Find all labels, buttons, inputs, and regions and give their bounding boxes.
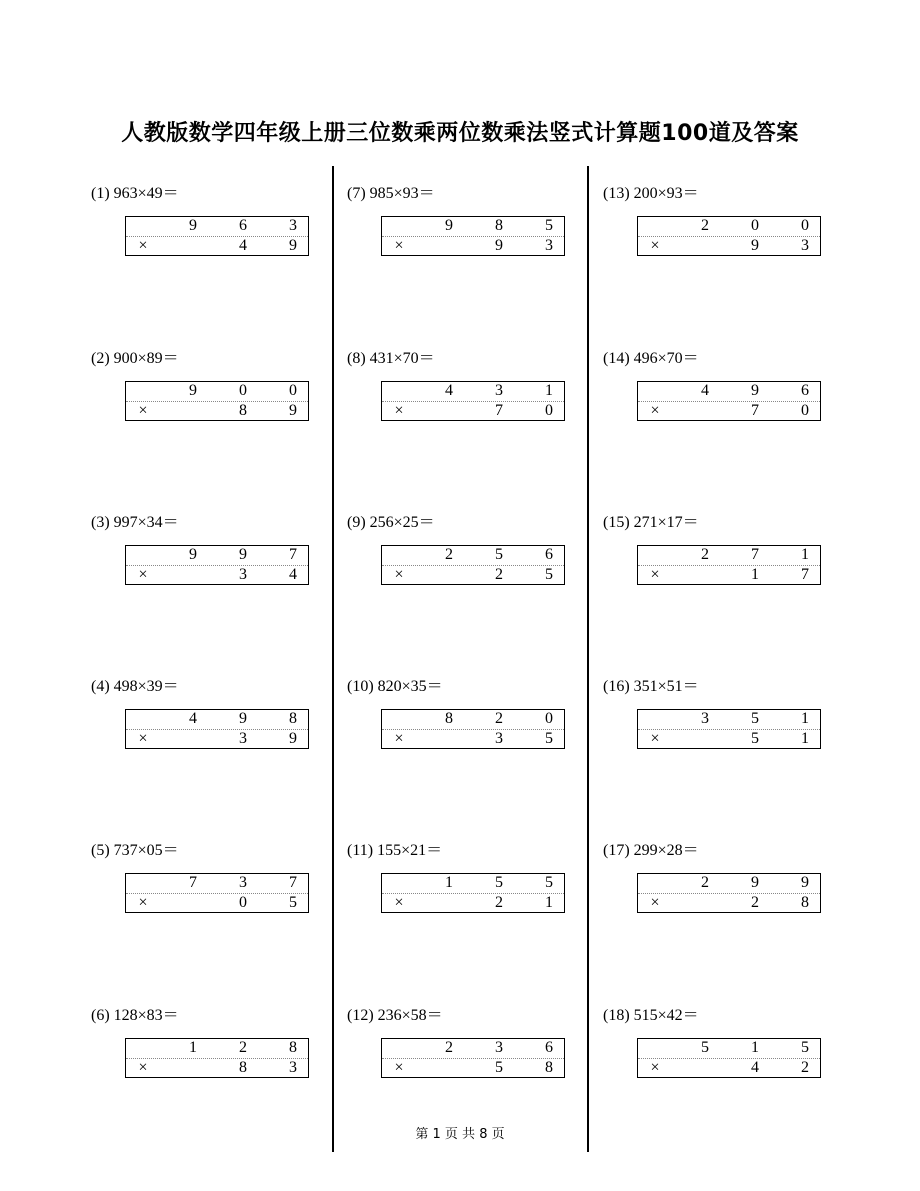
row-separator (638, 729, 820, 730)
multiplicand-digit: 9 (189, 217, 197, 234)
multiplicand-digit: 2 (701, 217, 709, 234)
row-separator (638, 401, 820, 402)
vertical-calculation-box (125, 709, 309, 749)
row-separator (382, 236, 564, 237)
times-sign: × (394, 237, 404, 254)
problem-label: (1) 963×49＝ (91, 185, 179, 202)
multiplicand-digit: 2 (445, 1039, 453, 1056)
row-separator (126, 1058, 308, 1059)
vertical-calculation-box (637, 873, 821, 913)
problem-label: (10) 820×35＝ (347, 678, 443, 695)
vertical-calculation-box (637, 1038, 821, 1078)
times-sign: × (394, 730, 404, 747)
multiplicand-digit: 8 (495, 217, 503, 234)
multiplicand-digit: 1 (189, 1039, 197, 1056)
times-sign: × (138, 402, 148, 419)
times-sign: × (650, 402, 660, 419)
problem-9 (347, 509, 587, 599)
multiplier-digit: 9 (751, 237, 759, 254)
problem-16 (603, 673, 843, 763)
multiplier-digit: 3 (495, 730, 503, 747)
multiplier-digit: 5 (495, 1059, 503, 1076)
vertical-calculation-box (381, 709, 565, 749)
row-separator (126, 401, 308, 402)
row-separator (382, 565, 564, 566)
problem-label: (7) 985×93＝ (347, 185, 435, 202)
problem-label: (13) 200×93＝ (603, 185, 699, 202)
multiplicand-digit: 3 (701, 710, 709, 727)
multiplier-digit: 2 (751, 894, 759, 911)
multiplicand-digit: 2 (445, 546, 453, 563)
multiplier-digit: 7 (495, 402, 503, 419)
times-sign: × (394, 566, 404, 583)
times-sign: × (394, 402, 404, 419)
multiplicand-digit: 5 (495, 546, 503, 563)
multiplicand-digit: 9 (801, 874, 809, 891)
multiplier-digit: 8 (239, 402, 247, 419)
multiplier-digit: 2 (495, 566, 503, 583)
problem-label: (5) 737×05＝ (91, 842, 179, 859)
multiplicand-digit: 1 (545, 382, 553, 399)
problem-label: (2) 900×89＝ (91, 350, 179, 367)
times-sign: × (138, 730, 148, 747)
multiplicand-digit: 1 (801, 710, 809, 727)
problem-7 (347, 180, 587, 270)
problem-13 (603, 180, 843, 270)
times-sign: × (650, 237, 660, 254)
row-separator (638, 236, 820, 237)
row-separator (382, 893, 564, 894)
multiplier-digit: 5 (545, 566, 553, 583)
multiplier-digit: 0 (239, 894, 247, 911)
multiplicand-digit: 9 (189, 546, 197, 563)
multiplicand-digit: 6 (545, 1039, 553, 1056)
times-sign: × (394, 894, 404, 911)
problem-14 (603, 345, 843, 435)
multiplier-digit: 9 (495, 237, 503, 254)
multiplicand-digit: 6 (801, 382, 809, 399)
vertical-calculation-box (381, 216, 565, 256)
vertical-calculation-box (637, 709, 821, 749)
vertical-calculation-box (637, 545, 821, 585)
multiplier-digit: 3 (545, 237, 553, 254)
row-separator (382, 1058, 564, 1059)
problem-18 (603, 1002, 843, 1092)
multiplicand-digit: 5 (545, 217, 553, 234)
multiplicand-digit: 8 (289, 1039, 297, 1056)
multiplicand-digit: 5 (751, 710, 759, 727)
problem-label: (18) 515×42＝ (603, 1007, 699, 1024)
problem-12 (347, 1002, 587, 1092)
row-separator (126, 236, 308, 237)
row-separator (126, 893, 308, 894)
multiplier-digit: 5 (751, 730, 759, 747)
multiplicand-digit: 9 (239, 546, 247, 563)
multiplier-digit: 0 (545, 402, 553, 419)
times-sign: × (650, 730, 660, 747)
multiplicand-digit: 3 (495, 382, 503, 399)
problem-label: (16) 351×51＝ (603, 678, 699, 695)
multiplier-digit: 4 (239, 237, 247, 254)
problem-8 (347, 345, 587, 435)
multiplicand-digit: 0 (801, 217, 809, 234)
multiplier-digit: 8 (801, 894, 809, 911)
multiplicand-digit: 9 (751, 382, 759, 399)
multiplier-digit: 3 (289, 1059, 297, 1076)
multiplier-digit: 3 (239, 730, 247, 747)
multiplier-digit: 3 (239, 566, 247, 583)
multiplier-digit: 9 (289, 730, 297, 747)
multiplicand-digit: 8 (445, 710, 453, 727)
vertical-calculation-box (381, 1038, 565, 1078)
times-sign: × (138, 1059, 148, 1076)
vertical-calculation-box (637, 216, 821, 256)
row-separator (638, 1058, 820, 1059)
times-sign: × (650, 894, 660, 911)
multiplicand-digit: 4 (445, 382, 453, 399)
times-sign: × (394, 1059, 404, 1076)
row-separator (126, 565, 308, 566)
multiplicand-digit: 5 (701, 1039, 709, 1056)
multiplicand-digit: 3 (495, 1039, 503, 1056)
problem-label: (4) 498×39＝ (91, 678, 179, 695)
multiplicand-digit: 5 (545, 874, 553, 891)
vertical-calculation-box (381, 545, 565, 585)
multiplicand-digit: 9 (239, 710, 247, 727)
vertical-calculation-box (381, 381, 565, 421)
multiplicand-digit: 6 (545, 546, 553, 563)
multiplicand-digit: 5 (495, 874, 503, 891)
multiplier-digit: 7 (801, 566, 809, 583)
multiplicand-digit: 9 (189, 382, 197, 399)
multiplier-digit: 8 (545, 1059, 553, 1076)
multiplicand-digit: 1 (751, 1039, 759, 1056)
row-separator (638, 565, 820, 566)
vertical-calculation-box (125, 873, 309, 913)
multiplicand-digit: 2 (701, 874, 709, 891)
page-footer: 第 1 页 共 8 页 (415, 1127, 505, 1142)
multiplicand-digit: 9 (445, 217, 453, 234)
problem-label: (8) 431×70＝ (347, 350, 435, 367)
vertical-calculation-box (125, 1038, 309, 1078)
multiplier-digit: 7 (751, 402, 759, 419)
multiplicand-digit: 1 (801, 546, 809, 563)
problem-15 (603, 509, 843, 599)
problem-11 (347, 837, 587, 927)
row-separator (638, 893, 820, 894)
multiplicand-digit: 7 (289, 546, 297, 563)
multiplicand-digit: 0 (751, 217, 759, 234)
multiplicand-digit: 0 (239, 382, 247, 399)
multiplicand-digit: 9 (751, 874, 759, 891)
problem-label: (12) 236×58＝ (347, 1007, 443, 1024)
problem-17 (603, 837, 843, 927)
times-sign: × (138, 566, 148, 583)
problem-5 (91, 837, 331, 927)
times-sign: × (138, 237, 148, 254)
multiplicand-digit: 0 (289, 382, 297, 399)
problem-1 (91, 180, 331, 270)
times-sign: × (138, 894, 148, 911)
multiplier-digit: 8 (239, 1059, 247, 1076)
row-separator (382, 729, 564, 730)
multiplier-digit: 4 (289, 566, 297, 583)
vertical-calculation-box (125, 381, 309, 421)
problem-label: (6) 128×83＝ (91, 1007, 179, 1024)
problem-label: (15) 271×17＝ (603, 514, 699, 531)
multiplier-digit: 3 (801, 237, 809, 254)
multiplier-digit: 1 (751, 566, 759, 583)
vertical-calculation-box (381, 873, 565, 913)
multiplier-digit: 5 (289, 894, 297, 911)
multiplicand-digit: 7 (189, 874, 197, 891)
multiplier-digit: 5 (545, 730, 553, 747)
problem-6 (91, 1002, 331, 1092)
multiplicand-digit: 5 (801, 1039, 809, 1056)
multiplicand-digit: 2 (239, 1039, 247, 1056)
multiplier-digit: 4 (751, 1059, 759, 1076)
times-sign: × (650, 566, 660, 583)
multiplicand-digit: 0 (545, 710, 553, 727)
page-title: 人教版数学四年级上册三位数乘两位数乘法竖式计算题100道及答案 (121, 121, 799, 146)
problem-3 (91, 509, 331, 599)
multiplicand-digit: 3 (239, 874, 247, 891)
multiplicand-digit: 6 (239, 217, 247, 234)
vertical-calculation-box (637, 381, 821, 421)
multiplicand-digit: 7 (289, 874, 297, 891)
row-separator (382, 401, 564, 402)
multiplier-digit: 1 (801, 730, 809, 747)
problem-10 (347, 673, 587, 763)
multiplicand-digit: 1 (445, 874, 453, 891)
column-divider-right (587, 166, 589, 1152)
problem-label: (14) 496×70＝ (603, 350, 699, 367)
problem-label: (3) 997×34＝ (91, 514, 179, 531)
multiplier-digit: 9 (289, 402, 297, 419)
multiplicand-digit: 8 (289, 710, 297, 727)
problem-label: (11) 155×21＝ (347, 842, 443, 859)
multiplier-digit: 2 (495, 894, 503, 911)
multiplicand-digit: 2 (495, 710, 503, 727)
multiplier-digit: 9 (289, 237, 297, 254)
multiplier-digit: 1 (545, 894, 553, 911)
column-divider-left (332, 166, 334, 1152)
multiplicand-digit: 4 (189, 710, 197, 727)
multiplicand-digit: 3 (289, 217, 297, 234)
row-separator (126, 729, 308, 730)
multiplicand-digit: 2 (701, 546, 709, 563)
vertical-calculation-box (125, 545, 309, 585)
problem-4 (91, 673, 331, 763)
problem-2 (91, 345, 331, 435)
vertical-calculation-box (125, 216, 309, 256)
multiplicand-digit: 7 (751, 546, 759, 563)
multiplier-digit: 2 (801, 1059, 809, 1076)
problem-label: (9) 256×25＝ (347, 514, 435, 531)
times-sign: × (650, 1059, 660, 1076)
multiplicand-digit: 4 (701, 382, 709, 399)
problem-label: (17) 299×28＝ (603, 842, 699, 859)
multiplier-digit: 0 (801, 402, 809, 419)
